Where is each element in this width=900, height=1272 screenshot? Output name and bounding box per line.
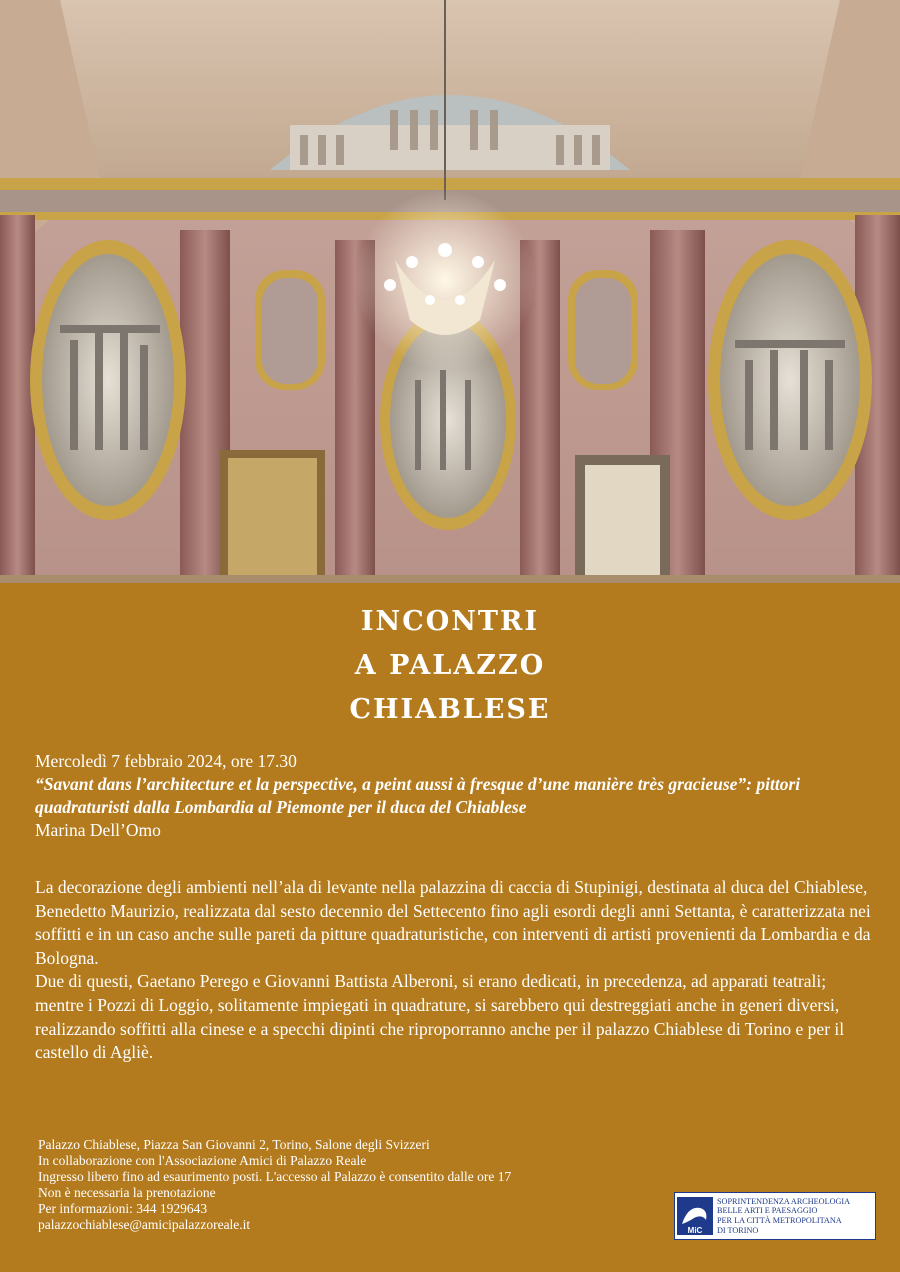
contact-email: palazzochiablese@amicipalazzoreale.it	[38, 1217, 251, 1233]
practical-info	[38, 1137, 678, 1234]
mic-logo-icon	[675, 1194, 715, 1238]
title-line-1: INCONTRI	[360, 606, 540, 637]
soprintendenza-logo	[674, 1192, 876, 1240]
frescoed-hall-illustration	[0, 0, 900, 583]
speaker-name: Marina Dell’Omo	[35, 820, 161, 840]
poster-title	[0, 600, 900, 732]
venue-address: Palazzo Chiablese, Piazza San Giovanni 2, Torino, Salone degli Svizzeri	[38, 1137, 430, 1152]
talk-title: “Savant dans l’architecture et la perspective, a peint aussi à fresque d’une manière très gracieuse”: pittori quadraturisti dalla Lombardia al Piemonte per il duca del Chiablese	[35, 774, 801, 817]
description-paragraph-2: Due di questi, Gaetano Perego e Giovanni Battista Alberoni, si erano dedicati, in precedenza, ad apparati teatrali; mentre i Pozzi di Loggio, solitamente impiegati in quadrature, si sarebbero qui destreggiati anche in generi diversi, realizzando soffitti alla cinese e a specchi dipinti che riproporranno anche per il palazzo Chiablese di Torino e per il castello di Agliè.	[35, 971, 845, 1063]
event-details	[35, 750, 875, 842]
description-paragraph-1: La decorazione degli ambienti nell’ala di levante nella palazzina di caccia di Stupinigi, destinata al duca del Chiablese, Benedetto Maurizio, realizzata dal sesto decennio del Settecento fino agli esordi degli anni Settanta, è caratterizzata nei soffitti e in un caso anche sulle pareti da pitture quadraturistiche, con interventi di artisti provenienti da Lombardia e da Bologna.	[35, 877, 871, 968]
logo-line-4: DI TORINO	[717, 1225, 759, 1235]
logo-line-3: PER LA CITTÀ METROPOLITANA	[717, 1216, 842, 1225]
title-line-2: A PALAZZO	[354, 650, 546, 681]
event-date: Mercoledì 7 febbraio 2024, ore 17.30	[35, 751, 297, 771]
hall-photo	[0, 0, 900, 583]
booking-note: Non è necessaria la prenotazione	[38, 1185, 216, 1201]
logo-text	[715, 1197, 850, 1235]
collaboration-note: In collaborazione con l'Associazione Amici di Palazzo Reale	[38, 1153, 367, 1169]
logo-line-2: BELLE ARTI E PAESAGGIO	[717, 1206, 818, 1216]
entry-note: Ingresso libero fino ad esaurimento posti. L'accesso al Palazzo è consentito dalle ore 17	[38, 1169, 512, 1185]
logo-line-1: SOPRINTENDENZA ARCHEOLOGIA	[717, 1196, 851, 1206]
svg-text:MiC: MiC	[687, 1226, 703, 1235]
info-phone: Per informazioni: 344 1929643	[38, 1201, 208, 1217]
event-description	[35, 876, 875, 1065]
title-line-3: CHIABLESE	[349, 694, 551, 725]
